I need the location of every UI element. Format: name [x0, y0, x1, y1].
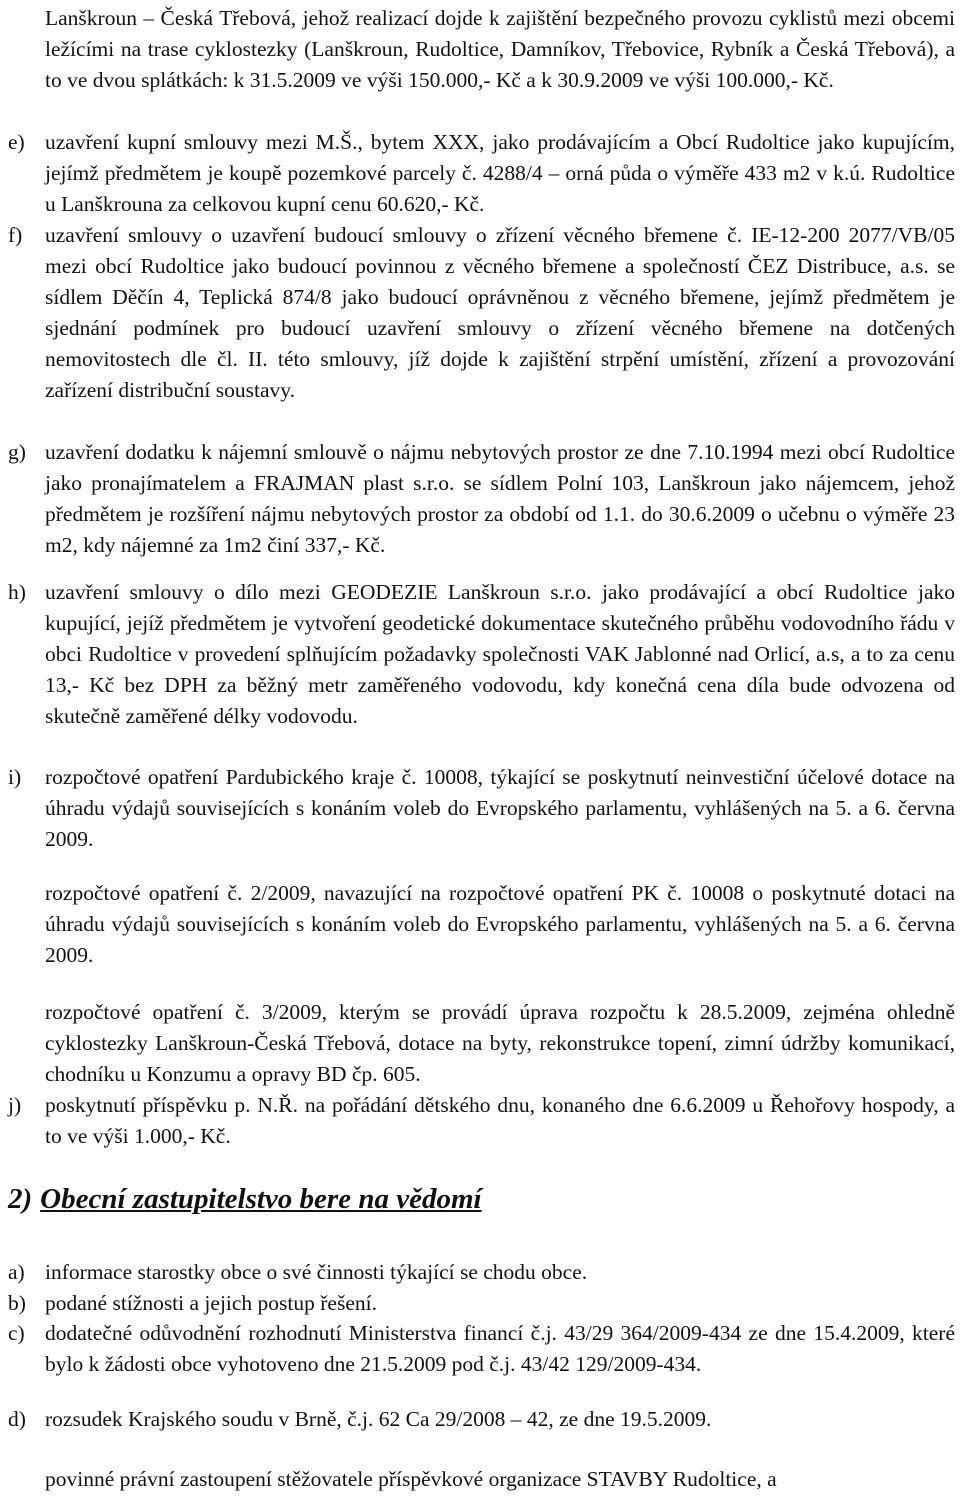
item-text: rozpočtové opatření Pardubického kraje č. 10008, týkající se poskytnutí neinvestiční účelové dotace na úhradu výdajů souvisejících s konáním voleb do Evropského parlamentu, vyhlášených na 5. a 6. června 2009. [45, 765, 955, 851]
item-text: uzavření dodatku k nájemní smlouvě o nájmu nebytových prostor ze dne 7.10.1994 mezi obcí Rudoltice jako pronajímatelem a FRAJMAN plast s.r.o. se sídlem Polní 103, Lanškroun jako nájemcem, jehož předmětem je rozšíření nájmu nebytových prostor za období od 1.1. do 30.6.2009 o učebnu o výměře 23 m2, kdy nájemné za 1m2 činí 337,- Kč. [45, 440, 955, 557]
list-item-a [8, 1257, 955, 1288]
item-label: g) [8, 440, 26, 464]
list-item-i [8, 762, 955, 855]
item-text: uzavření kupní smlouvy mezi M.Š., bytem XXX, jako prodávajícím a Obcí Rudoltice jako kupujícím, jejímž předmětem je koupě pozemkové parcely č. 4288/4 – orná půda o výměře 433 m2 v k.ú. Rudoltice u Lanškrouna za celkovou kupní cenu 60.620,- Kč. [45, 130, 955, 216]
item-label: e) [8, 130, 25, 154]
item-text: informace starostky obce o své činnosti týkající se chodu obce. [45, 1260, 588, 1284]
item-label: i) [8, 765, 22, 789]
item-label: j) [8, 1093, 22, 1117]
list-item-h [8, 577, 955, 732]
budget-measure-2-paragraph: rozpočtové opatření č. 2/2009, navazující na rozpočtové opatření PK č. 10008 o poskytnuté dotaci na úhradu výdajů souvisejících s konáním voleb do Evropského parlamentu, vyhlášených na 5. a 6. června 2009. [45, 881, 955, 967]
item-text: uzavření smlouvy o uzavření budoucí smlouvy o zřízení věcného břemene č. IE-12-200 2077/VB/05 mezi obcí Rudoltice jako budoucí povinnou z věcného břemene a společností ČEZ Distribuce, a.s. se sídlem Děčín 4, Teplická 874/8 jako budoucí oprávněnou z věcného břemene, jejímž předmětem je sjednání podmínek pro budoucí uzavření smlouvy o zřízení věcného břemene na dotčených nemovitostech dle čl. II. této smlouvy, jíž dojde k zajištění strpění umístění, zřízení a provozování zařízení distribuční soustavy. [45, 223, 955, 402]
item-text: rozsudek Krajského soudu v Brně, č.j. 62 Ca 29/2008 – 42, ze dne 19.5.2009. [45, 1407, 712, 1431]
item-label: b) [8, 1291, 26, 1315]
list-item-e [8, 127, 955, 220]
list-item-c [8, 1318, 955, 1380]
section-title: Obecní zastupitelstvo bere na vědomí [40, 1183, 482, 1215]
item-text: podané stížnosti a jejich postup řešení. [45, 1291, 377, 1315]
item-label: h) [8, 580, 26, 604]
section-number: 2) [8, 1183, 33, 1215]
item-label: d) [8, 1407, 26, 1431]
final-paragraph: povinné právní zastoupení stěžovatele příspěvkové organizace STAVBY Rudoltice, a [45, 1467, 777, 1491]
item-label: c) [8, 1321, 25, 1345]
item-text: poskytnutí příspěvku p. N.Ř. na pořádání dětského dnu, konaného dne 6.6.2009 u Řehořovy hospody, a to ve výši 1.000,- Kč. [45, 1093, 955, 1148]
item-text: dodatečné odůvodnění rozhodnutí Ministerstva financí č.j. 43/29 364/2009-434 ze dne 15.4.2009, které bylo k žádosti obce vyhotoveno dne 21.5.2009 pod č.j. 43/42 129/2009-434. [45, 1321, 955, 1376]
item-text: uzavření smlouvy o dílo mezi GEODEZIE Lanškroun s.r.o. jako prodávající a obcí Rudoltice jako kupující, jejíž předmětem je vytvoření geodetické dokumentace skutečného průběhu vodovodního řádu v obci Rudoltice v provedení splňujícím požadavky společnosti VAK Jablonné nad Orlicí, a.s, a to za cenu 13,- Kč bez DPH za běžný metr zaměřeného vodovodu, kdy konečná cena díla bude odvozena od skutečně zaměřené délky vodovodu. [45, 580, 955, 728]
list-item-j [8, 1090, 955, 1152]
list-item-g [8, 437, 955, 561]
list-item-b [8, 1288, 955, 1319]
budget-measure-3-paragraph: rozpočtové opatření č. 3/2009, kterým se provádí úprava rozpočtu k 28.5.2009, zejména ohledně cyklostezky Lanškroun-Česká Třebová, dotace na byty, rekonstrukce topení, zimní údržby komunikací, chodníku u Konzumu a opravy BD čp. 605. [45, 1000, 955, 1086]
section-heading [8, 1183, 482, 1216]
intro-paragraph: Lanškroun – Česká Třebová, jehož realizací dojde k zajištění bezpečného provozu cyklistů mezi obcemi ležícími na trase cyklostezky (Lanškroun, Rudoltice, Damníkov, Třebovice, Rybník a Česká Třebová), a to ve dvou splátkách: k 31.5.2009 ve výši 150.000,- Kč a k 30.9.2009 ve výši 100.000,- Kč. [45, 6, 955, 92]
list-item-f [8, 220, 955, 406]
list-item-d [8, 1404, 955, 1435]
item-label: f) [8, 223, 23, 247]
item-label: a) [8, 1260, 25, 1284]
